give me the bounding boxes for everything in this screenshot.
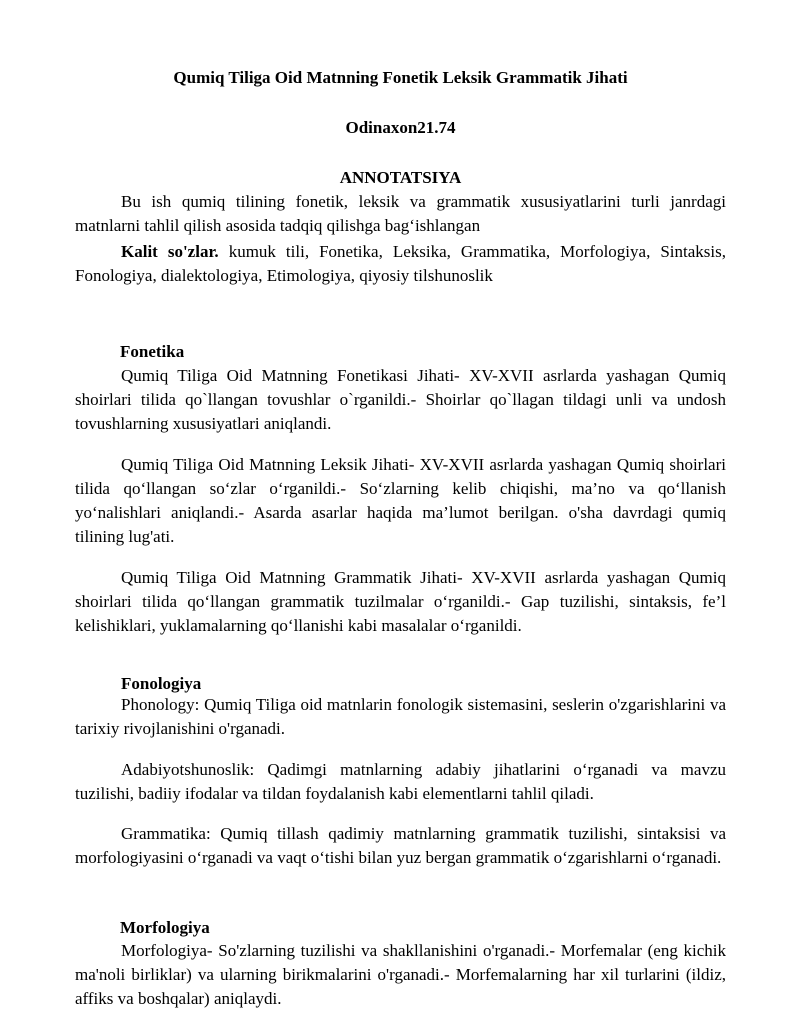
section-heading-fonologiya: Fonologiya bbox=[121, 674, 202, 693]
keywords-label: Kalit so'zlar. bbox=[121, 242, 219, 261]
fonetika-paragraph-2: Qumiq Tiliga Oid Matnning Leksik Jihati- XV-XVII asrlarda yashagan Qumiq shoirlari tilida qo‘llangan so‘zlar o‘rganildi.- So‘zlarning kelib chiqishi, ma’no va qo‘llanish yo‘nalishlari aniqlandi.- Asarda asarlar haqida ma’lumot berilgan. o'sha davrdagi qumiq tilining lug'ati. bbox=[75, 455, 726, 546]
section-heading-morfologiya: Morfologiya bbox=[120, 918, 210, 937]
morfologiya-paragraph-1: Morfologiya- So'zlarning tuzilishi va shakllanishini o'rganadi.- Morfemalar (eng kichik ma'noli birliklar) va ularning birikmalarini o'rganadi.- Morfemalarning har xil turlarini (ildiz, affiks va boshqalar) aniqlaydi. bbox=[75, 941, 726, 1008]
keywords-paragraph bbox=[75, 240, 726, 288]
document-author: Odinaxon21.74 bbox=[345, 118, 456, 137]
fonologiya-paragraph-1: Phonology: Qumiq Tiliga oid matnlarin fonologik sistemasini, seslerin o'zgarishlarini va tarixiy rivojlanishini o'rganadi. bbox=[75, 695, 726, 738]
document-title: Qumiq Tiliga Oid Matnning Fonetik Leksik Grammatik Jihati bbox=[173, 68, 628, 87]
fonologiya-paragraph-2: Adabiyotshunoslik: Qadimgi matnlarning adabiy jihatlarini o‘rganadi va mavzu tuzilishi, badiiy ifodalar va tildan foydalanish kabi elementlarni tahlil qiladi. bbox=[75, 760, 726, 803]
fonetika-paragraph-1: Qumiq Tiliga Oid Matnning Fonetikasi Jihati- XV-XVII asrlarda yashagan Qumiq shoirlari tilida qo`llangan tovushlar o`rganildi.- Shoirlar qo`llagan tildagi unli va undosh tovushlarning xususiyatlari aniqlandi. bbox=[75, 366, 726, 433]
fonologiya-paragraph-3: Grammatika: Qumiq tillash qadimiy matnlarning grammatik tuzilishi, sintaksisi va morfologiyasini o‘rganadi va vaqt o‘tishi bilan yuz bergan grammatik o‘zgarishlarni o‘rganadi. bbox=[75, 824, 726, 867]
annotation-text: Bu ish qumiq tilining fonetik, leksik va grammatik xususiyatlarini turli janrdagi matnlarni tahlil qilish asosida tadqiq qilishga bag‘ishlangan bbox=[75, 192, 726, 235]
fonetika-paragraph-3: Qumiq Tiliga Oid Matnning Grammatik Jihati- XV-XVII asrlarda yashagan Qumiq shoirlari tilida qo‘llangan grammatik tuzilmalar o‘rganildi.- Gap tuzilishi, sintaksis, fe’l kelishiklari, yuklamalarning qo‘llanishi kabi masalalar o‘rganildi. bbox=[75, 568, 726, 635]
annotation-heading: ANNOTATSIYA bbox=[339, 168, 462, 187]
keywords-text: kumuk tili, Fonetika, Leksika, Grammatika, Morfologiya, Sintaksis, Fonologiya, dialektologiya, Etimologiya, qiyosiy tilshunoslik bbox=[75, 242, 726, 285]
section-heading-fonetika: Fonetika bbox=[120, 342, 185, 361]
